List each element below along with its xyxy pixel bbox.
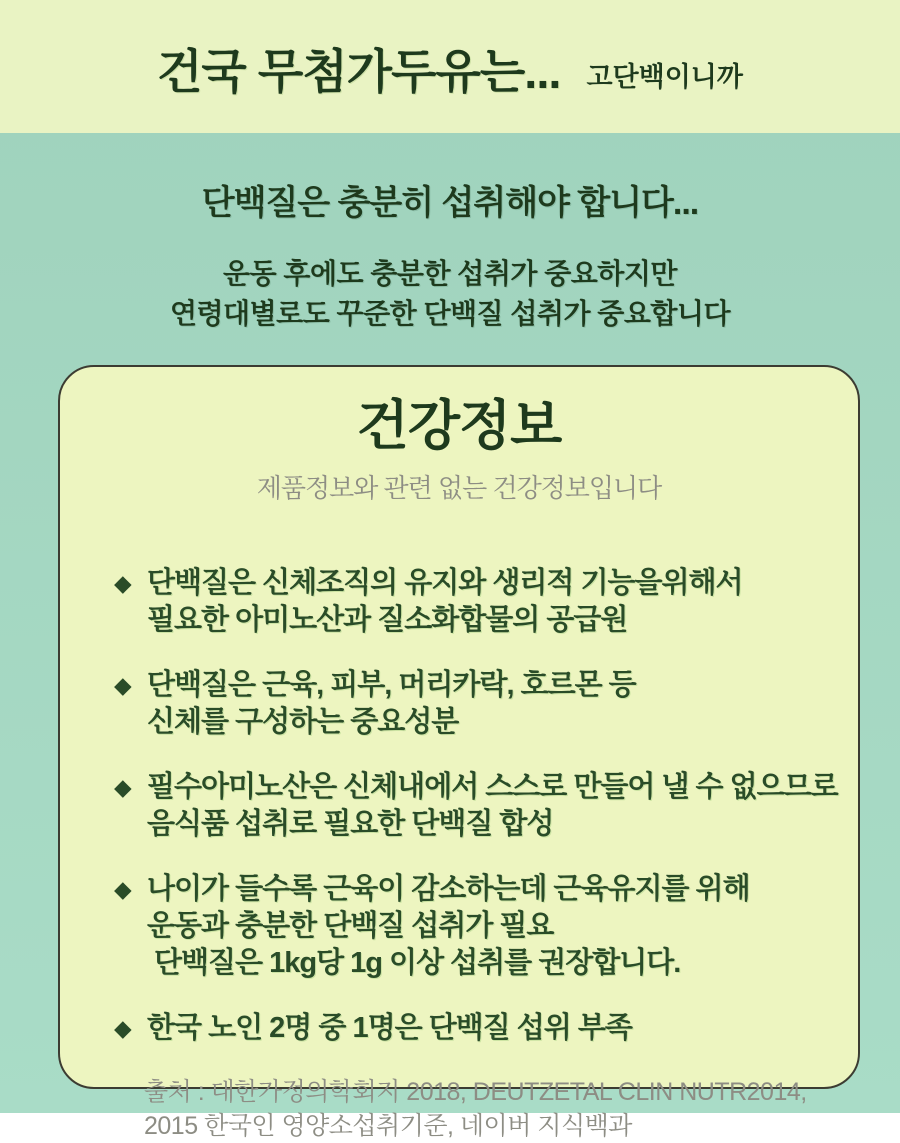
- diamond-bullet-icon: ◆: [114, 570, 132, 596]
- bullet-text: 필수아미노산은 신체내에서 스스로 만들어 낼 수 없으므로 음식품 섭취로 필요한 단백질 합성: [147, 771, 838, 840]
- bullet-text: 단백질은 근육, 피부, 머리카락, 호르몬 등 신체를 구성하는 중요성분: [147, 669, 636, 738]
- bullet-text: 나이가 들수록 근육이 감소하는데 근육유지를 위해 운동과 충분한 단백질 섭취가 필요 단백질은 1kg당 1g 이상 섭취를 권장합니다.: [147, 873, 750, 979]
- bullet-list: [60, 565, 858, 1047]
- card-subtitle: 제품정보와 관련 없는 건강정보입니다: [256, 473, 662, 503]
- bullet-item-aging-muscle: [114, 871, 858, 982]
- health-info-card: [58, 365, 860, 1140]
- bullet-item-korean-elderly: [114, 1010, 858, 1047]
- source-citation: [60, 1075, 858, 1143]
- bullet-text: 단백질은 신체조직의 유지와 생리적 기능을위해서 필요한 아미노산과 질소화합물의 공급원: [147, 567, 743, 636]
- source-line-1: 출처 : 대한가정의학회지 2018, DEUTZETAL CLIN NUTR2014,: [144, 1078, 807, 1106]
- diamond-bullet-icon: ◆: [114, 1015, 132, 1041]
- header-banner: [0, 0, 900, 133]
- page-title: 건국 무첨가두유는...: [157, 45, 561, 98]
- intro-line-2: 연령대별로도 꾸준한 단백질 섭취가 중요합니다: [169, 298, 731, 329]
- bullet-text: 한국 노인 2명 중 1명은 단백질 섭위 부족: [147, 1012, 632, 1044]
- diamond-bullet-icon: ◆: [114, 876, 132, 902]
- header-tagline: 고단백이니까: [586, 62, 743, 92]
- diamond-bullet-icon: ◆: [114, 672, 132, 698]
- bullet-item-protein-source: [114, 565, 858, 639]
- intro-section: [0, 133, 900, 334]
- intro-title: 단백질은 충분히 섭취해야 합니다...: [201, 184, 699, 222]
- bullet-item-body-component: [114, 667, 858, 741]
- source-line-2: 2015 한국인 영양소섭취기준, 네이버 지식백과: [144, 1112, 632, 1140]
- diamond-bullet-icon: ◆: [114, 774, 132, 800]
- intro-line-1: 운동 후에도 충분한 섭취가 중요하지만: [223, 258, 677, 289]
- bullet-item-essential-amino: [114, 769, 858, 843]
- card-title: 건강정보: [356, 396, 562, 456]
